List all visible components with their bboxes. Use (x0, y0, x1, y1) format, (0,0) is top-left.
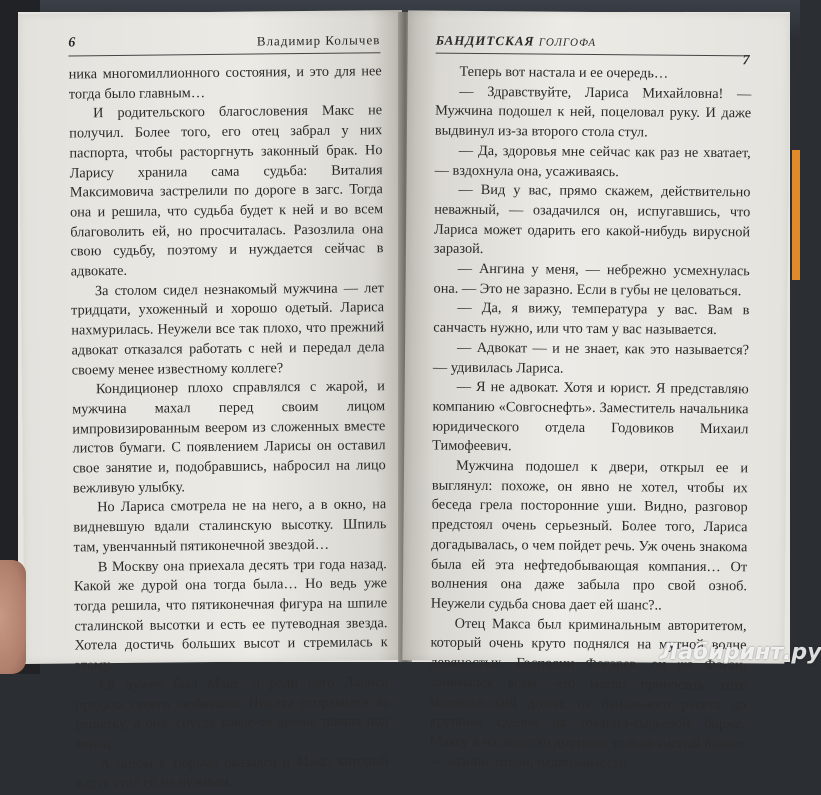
paragraph: Теперь вот настала и ее очередь… (459, 63, 669, 82)
holding-finger (0, 560, 26, 674)
paragraph: — Здравствуйте, Лариса Михайловна! — Мужчина подошел к ней, поцеловал руку. И даже выдвинул из-за второго стола стул. (434, 83, 752, 141)
paragraph: — Я не адвокат. Хотя и юрист. Я представляю компанию «Совгоснефть». Заместитель начальника юридического отдела Годовиков Михаил Тимофеевич. (432, 379, 749, 455)
paragraph: Мужчина подошел к двери, открыл ее и выглянул: похоже, он явно не хотел, чтобы их беседа грела посторонние уши. Видно, разговор предстоял очень серьезный. Более того, Лариса догадывалась, о чем пойдет речь. Уж очень знакома была ей эта нефтедобывающая компания… От волнения она даже забыла про свой озноб. Неужели судьба снова дает ей шанс?.. (430, 457, 749, 614)
left-page-text (69, 62, 390, 794)
right-page-number: 7 (742, 53, 750, 69)
right-page-header (435, 32, 750, 69)
watermark: Лабиринт.ру (660, 640, 821, 665)
paragraph: В Москву она приехала десять три года назад. Какой же дурой она тогда была… Но ведь уже тогда решила, что пятиконечная фигура на шпиле сталинской высотки и есть ее путеводная звезда. Хотела достичь больших высот и стремилась к этому. (73, 555, 388, 674)
paragraph: За столом сидел незнакомый мужчина — лет тридцати, ухоженный и хорошо одетый. Лариса нахмурилась. Неужели все так плохо, что прежний адвокат отказался работать с ней и передал дела своему менее известному коллеге? (71, 279, 385, 379)
paragraph: А потом в тюрьме оказался и Макс, который вдруг стал ей не нужным. (75, 752, 389, 792)
left-page (18, 10, 409, 792)
book-cover-edge (792, 150, 800, 280)
title-small: ГОЛГОФА (538, 36, 597, 49)
paragraph: — Да, здоровья мне сейчас как раз не хватает, — вздохнула она, усаживаясь. (434, 142, 751, 180)
left-page-header (68, 32, 380, 56)
title-main: БАНДИТСКАЯ (435, 32, 535, 49)
paragraph: Кондиционер плохо справлялся с жарой, и мужчина махал перед своим лицом импровизированным веером из сложенных вместе листов бумаги. С появлением Ларисы он оставил свое занятие и, подобравшись, набросил на лицо вежливую улыбку. (72, 378, 386, 497)
right-page (402, 10, 790, 771)
paragraph: Но Лариса смотрела не на него, а в окно, на видневшую вдали сталинскую высотку. Шпиль там, увенчанный пятиконечной звездой… (73, 496, 387, 556)
book-title-running-head (436, 33, 597, 50)
paragraph: — Адвокат — и не знает, как это называется? — удивилась Лариса. (432, 339, 750, 377)
open-book (18, 12, 790, 792)
paragraph: Отец Макса был криминальным авторитетом, который очень круто поднялся на мутной волне девяностых. Господин Фогарев, он же Фоган, занимался всем, что могло приносить хоть маломальский доход: от банального рэкета до крупных сделок на товарно-сырьевой бирже. Максу в наследство достался только чистый бизнес — казино, отели, недвижимость (429, 615, 747, 771)
right-page-text (429, 63, 751, 775)
paragraph: — Вид у вас, прямо скажем, действительно неважный, — озадачился он, испугавшись, что Лариса может одарить его какой-нибудь вирусной заразой. (433, 181, 751, 258)
paragraph: И родительского благословения Макс не получил. Более того, его отец забрал у них паспорта, чтобы расторгнуть законный брак. Но Ларису хранила сама судьба: Виталия Максимовича застрелили по дороге в загс. Тогда она и решила, что судьба будет к ней и во всем благоволить ей, но просчиталась. Разозлила она свою судьбу, поэтому и нуждается сейчас в адвокате. (69, 102, 384, 280)
paragraph: — Ангина у меня, — небрежно усмехнулась она. — Это не заразно. Если в губы не целоваться. (433, 260, 750, 299)
author-running-head: Владимир Колычев (256, 32, 381, 49)
paragraph: Ей нужен был Макс, и ради него Лариса предала своего любимого. Никита отправился за решетку, а она, спустя какое-то время, пошла под венец. (75, 673, 389, 753)
paragraph: ника многомиллионного состояния, и это для нее тогда было главным… (68, 63, 382, 103)
paragraph: — Да, я вижу, температура у вас. Вам в санчасть нужно, или что там у вас называется. (433, 300, 750, 339)
left-page-number: 6 (68, 35, 76, 51)
